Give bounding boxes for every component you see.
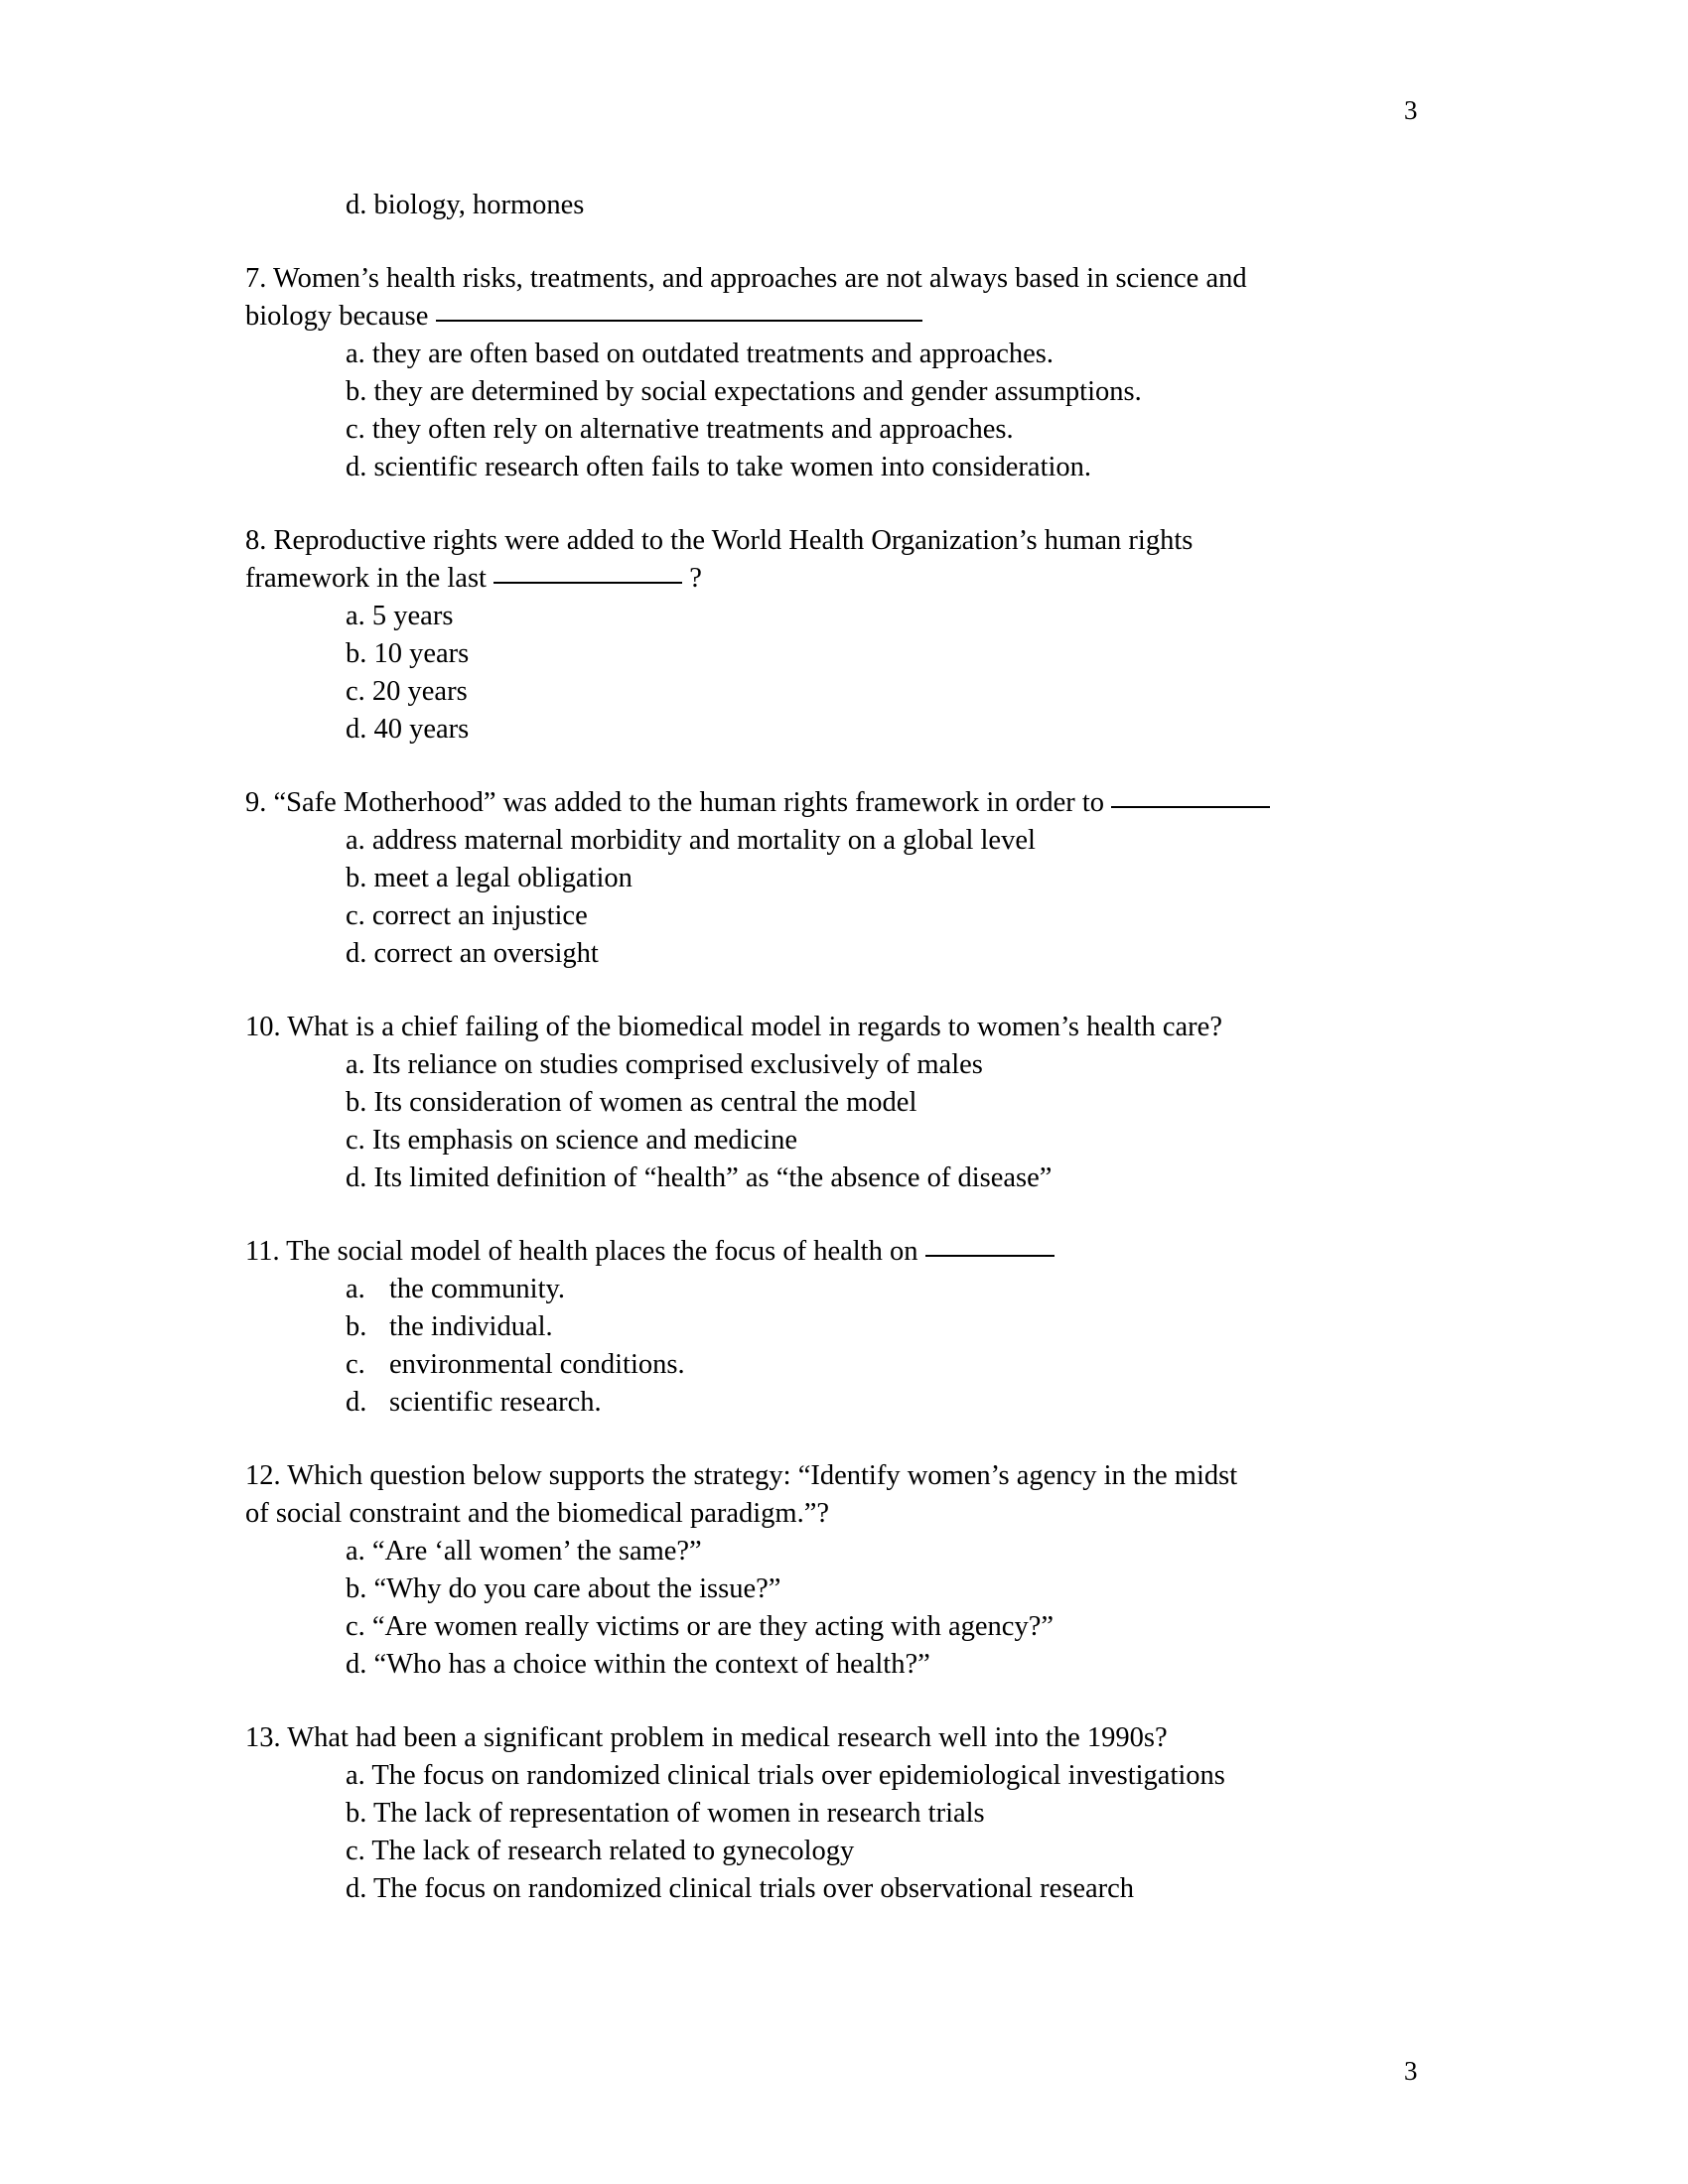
- question-stem: [245, 522, 1437, 598]
- answer-option[interactable]: [346, 897, 1437, 935]
- answer-option[interactable]: [346, 822, 1437, 860]
- answer-option-label: b.: [346, 376, 367, 407]
- answer-option[interactable]: [346, 1533, 1437, 1570]
- answer-option-label: c.: [346, 414, 365, 445]
- answer-option[interactable]: [346, 598, 1437, 635]
- answer-option[interactable]: [346, 935, 1437, 973]
- question-block: [245, 522, 1437, 749]
- answer-option-label: d.: [346, 1162, 367, 1193]
- answer-option-text: “Are women really victims or are they acting with agency?”: [364, 1611, 1054, 1642]
- question-stem-suffix: ?: [682, 563, 702, 594]
- answer-option-list: [245, 598, 1437, 749]
- answer-option-text: Its consideration of women as central the model: [366, 1087, 917, 1118]
- answer-option-text: they are determined by social expectations and gender assumptions.: [366, 376, 1142, 407]
- answer-option-text: the community.: [389, 1274, 566, 1304]
- page-number-footer: 3: [1404, 2056, 1418, 2086]
- answer-option-list: [245, 1271, 1437, 1422]
- answer-option-label: a.: [346, 1536, 365, 1567]
- answer-option-label: d.: [346, 714, 367, 745]
- answer-option-text: The lack of research related to gynecology: [364, 1836, 855, 1866]
- question-block: [245, 784, 1437, 973]
- answer-option-label: b.: [346, 1087, 367, 1118]
- answer-option-label: a.: [346, 601, 365, 631]
- answer-option-label: c.: [346, 1349, 365, 1380]
- answer-option-text: The focus on randomized clinical trials over observational research: [366, 1873, 1135, 1904]
- answer-option-text: correct an injustice: [364, 900, 588, 931]
- question-stem: [245, 1457, 1437, 1533]
- question-stem: [245, 1719, 1437, 1757]
- answer-option-label: d.: [346, 1387, 367, 1418]
- answer-option[interactable]: [346, 1757, 1437, 1795]
- question-list: [245, 260, 1437, 1908]
- question-stem-line: 12. Which question below supports the strategy: “Identify women’s agency in the midst: [245, 1460, 1238, 1491]
- answer-option-list: [245, 1757, 1437, 1908]
- answer-option[interactable]: [346, 1795, 1437, 1833]
- answer-option-text: they often rely on alternative treatments and approaches.: [364, 414, 1014, 445]
- question-stem: [245, 784, 1437, 822]
- question-stem-line: framework in the last: [245, 563, 487, 594]
- answer-option[interactable]: [346, 1160, 1437, 1197]
- fill-in-blank[interactable]: [1111, 806, 1270, 808]
- answer-option-text: they are often based on outdated treatments and approaches.: [364, 339, 1055, 369]
- answer-option[interactable]: [346, 673, 1437, 711]
- answer-option-text: Its limited definition of “health” as “the absence of disease”: [366, 1162, 1053, 1193]
- answer-option-text: meet a legal obligation: [366, 863, 633, 893]
- answer-option-label: a.: [346, 1049, 365, 1080]
- answer-option-label: b.: [346, 638, 367, 669]
- question-block: [245, 1457, 1437, 1684]
- answer-option-text: The focus on randomized clinical trials over epidemiological investigations: [364, 1760, 1225, 1791]
- answer-option[interactable]: [346, 336, 1437, 373]
- answer-option-label: d.: [346, 938, 367, 969]
- answer-option[interactable]: [346, 860, 1437, 897]
- answer-option[interactable]: [346, 1384, 1437, 1422]
- answer-option-label: b.: [346, 1573, 367, 1604]
- question-block: [245, 260, 1437, 486]
- question-stem-line: 13. What had been a significant problem in medical research well into the 1990s?: [245, 1722, 1168, 1753]
- fill-in-blank[interactable]: [436, 320, 922, 322]
- answer-option-text: scientific research often fails to take women into consideration.: [366, 452, 1092, 482]
- answer-option[interactable]: [346, 1271, 1437, 1308]
- answer-option-label: d.: [346, 1873, 367, 1904]
- answer-option-text: the individual.: [389, 1311, 553, 1342]
- answer-option-text: environmental conditions.: [389, 1349, 685, 1380]
- answer-option[interactable]: [346, 449, 1437, 486]
- answer-option-text: 5 years: [364, 601, 454, 631]
- fill-in-blank[interactable]: [493, 582, 682, 584]
- answer-option-text: correct an oversight: [366, 938, 599, 969]
- question-stem-line: 11. The social model of health places the focus of health on: [245, 1236, 918, 1267]
- question-stem-line: of social constraint and the biomedical paradigm.”?: [245, 1498, 829, 1529]
- answer-option-label: a.: [346, 339, 365, 369]
- answer-option[interactable]: [346, 1308, 1437, 1346]
- page-number-header: 3: [1404, 95, 1418, 125]
- answer-option-label: c.: [346, 1125, 365, 1156]
- question-stem-line: 9. “Safe Motherhood” was added to the human rights framework in order to: [245, 787, 1105, 818]
- answer-option-list: [245, 336, 1437, 486]
- question-stem: [245, 260, 1437, 336]
- orphan-option-line: d. biology, hormones: [346, 190, 585, 220]
- answer-option-text: “Who has a choice within the context of health?”: [366, 1649, 930, 1680]
- question-stem-line: 10. What is a chief failing of the biomedical model in regards to women’s health care?: [245, 1012, 1222, 1042]
- answer-option[interactable]: [346, 1833, 1437, 1870]
- answer-option-text: Its reliance on studies comprised exclusively of males: [364, 1049, 983, 1080]
- document-body: [245, 187, 1437, 1908]
- answer-option[interactable]: [346, 635, 1437, 673]
- answer-option[interactable]: [346, 1122, 1437, 1160]
- answer-option-label: c.: [346, 1611, 365, 1642]
- answer-option-label: b.: [346, 1798, 367, 1829]
- question-stem: [245, 1233, 1437, 1271]
- answer-option-label: c.: [346, 676, 365, 707]
- answer-option-label: a.: [346, 1760, 365, 1791]
- answer-option-label: d.: [346, 452, 367, 482]
- answer-option[interactable]: [346, 1608, 1437, 1646]
- answer-option[interactable]: [346, 411, 1437, 449]
- answer-option-list: [245, 1046, 1437, 1197]
- answer-option[interactable]: [346, 1870, 1437, 1908]
- fill-in-blank[interactable]: [925, 1255, 1055, 1257]
- answer-option-text: 10 years: [366, 638, 470, 669]
- answer-option[interactable]: [346, 1084, 1437, 1122]
- answer-option-text: address maternal morbidity and mortality on a global level: [364, 825, 1036, 856]
- answer-option-text: “Why do you care about the issue?”: [366, 1573, 781, 1604]
- answer-option[interactable]: [346, 1346, 1437, 1384]
- answer-option-text: The lack of representation of women in research trials: [366, 1798, 985, 1829]
- answer-option-label: a.: [346, 1274, 365, 1304]
- question-stem-line: 8. Reproductive rights were added to the World Health Organization’s human rights: [245, 525, 1194, 556]
- answer-option[interactable]: [346, 1046, 1437, 1084]
- question-block: [245, 1009, 1437, 1197]
- answer-option-label: c.: [346, 900, 365, 931]
- answer-option-text: scientific research.: [389, 1387, 602, 1418]
- answer-option[interactable]: [346, 373, 1437, 411]
- question-stem-line: biology because: [245, 301, 429, 332]
- answer-option-label: a.: [346, 825, 365, 856]
- question-stem-line: 7. Women’s health risks, treatments, and approaches are not always based in science and: [245, 263, 1247, 294]
- question-block: [245, 1719, 1437, 1908]
- answer-option-list: [245, 1533, 1437, 1684]
- answer-option[interactable]: [346, 1646, 1437, 1684]
- answer-option-text: “Are ‘all women’ the same?”: [364, 1536, 702, 1567]
- answer-option[interactable]: [346, 1570, 1437, 1608]
- answer-option-text: 40 years: [366, 714, 470, 745]
- question-stem: [245, 1009, 1437, 1046]
- answer-option-label: b.: [346, 863, 367, 893]
- answer-option-text: Its emphasis on science and medicine: [364, 1125, 798, 1156]
- answer-option-label: c.: [346, 1836, 365, 1866]
- answer-option-label: b.: [346, 1311, 367, 1342]
- answer-option-label: d.: [346, 1649, 367, 1680]
- answer-option[interactable]: [346, 711, 1437, 749]
- answer-option-list: [245, 822, 1437, 973]
- answer-option-text: 20 years: [364, 676, 468, 707]
- question-block: [245, 1233, 1437, 1422]
